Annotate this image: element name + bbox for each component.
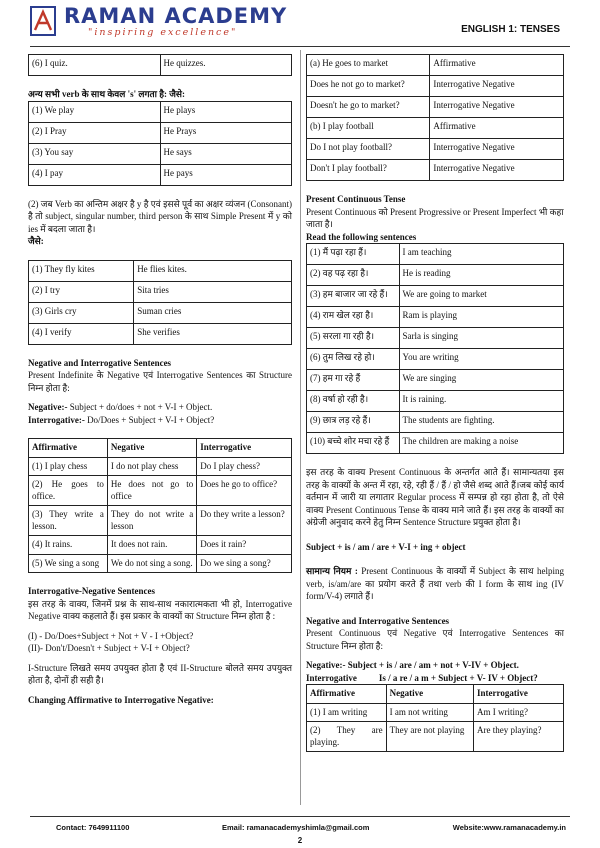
- table-row: (3) You say He says: [29, 143, 292, 164]
- page-header: [0, 0, 600, 46]
- table-row: (b) I play football Affirmative: [307, 118, 564, 139]
- table-row: (5) We sing a song We do not sing a song. Do we sing a song?: [29, 554, 292, 573]
- footer-email: Email: ramanacademyshimla@gmail.com: [222, 823, 370, 832]
- table-interrogative-negative: [306, 54, 564, 181]
- section-heading: Negative and Interrogative Sentences: [306, 615, 450, 626]
- table-row: (6) I quiz. He quizzes.: [29, 55, 292, 76]
- table-row: (4) It rains. It does not rain. Does it rain?: [29, 536, 292, 555]
- table-row: (1) I am writing I am not writing Am I writing?: [307, 703, 564, 722]
- table-ies-example: [28, 54, 292, 76]
- example-label: जैसे:: [28, 236, 44, 246]
- table-row: (1) They fly kites He flies kites.: [29, 260, 292, 281]
- table-row: (6) तुम लिख रहे हो। You are writing: [307, 349, 564, 370]
- interrogative-structure: Interrogative Is / a re / a m + Subject + V- IV + Object?: [306, 672, 538, 683]
- table-row: (2) वह पढ़ रहा है। He is reading: [307, 265, 564, 286]
- negative-structure: Negative:- Subject + is / are / am + not + V-IV + Object.: [306, 660, 519, 670]
- table-row: (1) मैं पढ़ा रहा हैं। I am teaching: [307, 244, 564, 265]
- structure-line: (II)- Don't/Doesn't + Subject + V-I + Object?: [28, 643, 190, 653]
- paragraph: इस तरह के वाक्य Present Continuous के अन्तर्गत आते हैं। सामान्यतया इस तरह के वाक्यों के अन्त में रहा, रहे, रही हैं / हैं / हो जैसे शब्द आते हैं।जब कोई कार्य वर्तमान में जारी या लगातार Regular process में सम्पन्न हो रहा होता है, तो ऐसे वाक्य Present Continuous Tense के वाक्य माने जाते हैं। इस तरह के वाक्यों का अंग्रेजी अनुवाद करने हेतु निम्न Sentence Structure प्रयुक्त होता है।: [306, 467, 564, 527]
- footer-contact: Contact: 7649911100: [56, 823, 130, 832]
- table-header-row: Affirmative Negative Interrogative: [29, 439, 292, 458]
- table-header-row: Affirmative Negative Interrogative: [307, 685, 564, 704]
- table-row: (4) I pay He pays: [29, 164, 292, 185]
- paragraph: इस तरह के वाक्य, जिनमें प्रश्न के साथ-साथ नकारात्मकता भी हो, Interrogative Negative वाक्य कहलाते हैं। इस प्रकार के वाक्यों का Structure निम्न होता है :: [28, 598, 292, 621]
- paragraph: I-Structure लिखते समय उपयुक्त होता है एवं II-Structure बोलते समय उपयुक्त होता है, दोनों ही सही है।: [28, 662, 292, 685]
- brand-name: RAMAN ACADEMY: [64, 4, 288, 28]
- table-row: (a) He goes to market Affirmative: [307, 55, 564, 76]
- table-row: (7) हम गा रहे हैं We are singing: [307, 370, 564, 391]
- footer-website: Website:www.ramanacademy.in: [452, 823, 566, 832]
- table-continuous-examples: [306, 243, 564, 454]
- table-affirm-neg-int: [28, 438, 292, 573]
- table-row: (2) They are playing. They are not playing Are they playing?: [307, 722, 564, 752]
- section-heading: अन्य सभी verb के साथ केवल 's' लगता है: जैसे:: [28, 89, 186, 99]
- left-column: [28, 54, 292, 706]
- table-row: (2) I try Sita tries: [29, 281, 292, 302]
- table-row: (1) We play He plays: [29, 101, 292, 122]
- page-footer: [30, 816, 570, 832]
- paragraph: Present Indefinite के Negative एवं Interrogative Sentences का Structure निम्न होता है:: [28, 370, 292, 393]
- section-heading: Read the following sentences: [306, 231, 417, 242]
- table-row: (9) छात्र लड़ रहे हैं। The students are fighting.: [307, 412, 564, 433]
- table-row: Don't I play football? Interrogative Negative: [307, 160, 564, 181]
- rule-paragraph: (2) जब Verb का अन्तिम अक्षर है y है एवं इससे पूर्व का अक्षर व्यंजन (Consonant) है तो subject, singular number, third person के साथ Simple Present में y को ies में बदला जाता है।: [28, 198, 292, 234]
- negative-structure: Negative:- Subject + do/does + not + V-I + Object.: [28, 402, 213, 412]
- table-row: (2) I Pray He Prays: [29, 122, 292, 143]
- table-s-verbs: [28, 101, 292, 186]
- table-row: (3) हम बाजार जा रहे हैं। We are going to market: [307, 286, 564, 307]
- table-row: Doesn't he go to market? Interrogative Negative: [307, 97, 564, 118]
- section-heading: Changing Affirmative to Interrogative Negative:: [28, 694, 214, 705]
- section-heading: Interrogative-Negative Sentences: [28, 586, 156, 596]
- table-row: (3) Girls cry Suman cries: [29, 302, 292, 323]
- table-row: (3) They write a lesson. They do not write a lesson Do they write a lesson?: [29, 506, 292, 536]
- table-row: (5) सरला गा रही है। Sarla is singing: [307, 328, 564, 349]
- table-continuous-forms: [306, 684, 564, 752]
- section-heading: Present Continuous Tense: [306, 194, 406, 204]
- brand-tagline: "inspiring excellence": [88, 27, 238, 38]
- paragraph: Present Continuous एवं Negative एवं Interrogative Sentences का Structure निम्न होता है:: [306, 628, 564, 651]
- formula: Subject + is / am / are + V-I + ing + object: [306, 541, 466, 552]
- general-rule: सामान्य नियम : Present Continuous के वाक्यों में Subject के साथ helping verb, is/am/are का प्रयोग करते हैं तथा verb की I form के साथ ing (IV form/V-4) लगाते हैं।: [306, 566, 564, 601]
- table-row: (4) राम खेल रहा है। Ram is playing: [307, 307, 564, 328]
- table-row: Do I not play football? Interrogative Negative: [307, 139, 564, 160]
- table-row: Does he not go to market? Interrogative Negative: [307, 76, 564, 97]
- table-row: (1) I play chess I do not play chess Do I play chess?: [29, 457, 292, 476]
- paragraph: Present Continuous को Present Progressive or Present Imperfect भी कहा जाता है।: [306, 206, 564, 229]
- table-row: (10) बच्चे शोर मचा रहे हैं The children are making a noise: [307, 433, 564, 454]
- column-divider: [300, 50, 301, 805]
- academy-logo-icon: [30, 6, 56, 36]
- table-ies-verbs: [28, 260, 292, 345]
- table-row: (8) वर्षा हो रही है। It is raining.: [307, 391, 564, 412]
- subject-title: ENGLISH 1: TENSES: [461, 24, 560, 35]
- structure-line: (I) - Do/Does+Subject + Not + V - I +Object?: [28, 630, 194, 641]
- right-column: [306, 54, 564, 752]
- interrogative-structure: Interrogative:- Do/Does + Subject + V-I + Object?: [28, 414, 215, 425]
- table-row: (2) He goes to office. He does not go to office Does he go to office?: [29, 476, 292, 506]
- page-number: 2: [297, 836, 303, 845]
- header-rule: [30, 46, 570, 47]
- section-heading: Negative and Interrogative Sentences: [28, 357, 172, 368]
- table-row: (4) I verify She verifies: [29, 323, 292, 344]
